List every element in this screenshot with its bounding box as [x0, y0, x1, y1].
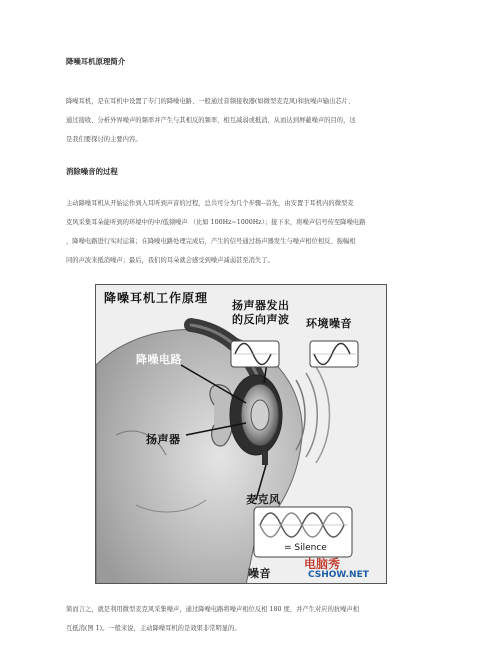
paragraph-summary	[66, 600, 418, 638]
watermark-logo: 电脑秀	[304, 557, 341, 571]
text-line: 主动降噪耳机从开始运作到人耳听到声音的过程，总共可分为几个步骤--首先，由安置于耳机内的微型麦	[66, 200, 354, 207]
label-reverse-wave: 扬声器发出 的反向声波	[232, 299, 290, 326]
text-line: 同的声波来抵消噪声；最后，我们的耳朵就会感受到噪声减弱甚至消失了。	[66, 257, 274, 264]
text-line: 简而言之，就是利用微型麦克风采集噪声，通过降噪电路将噪声相位反相 180 度，并产生对应的抗噪声相	[66, 606, 360, 613]
text-line: 降噪耳机，是在耳机中设置了专门的降噪电路、一般通过音频接收器(如微型麦克风)和抗噪声输出芯片、	[66, 98, 355, 105]
paragraph-process	[66, 194, 418, 270]
section-heading-intro: 降噪耳机原理简介	[66, 57, 126, 66]
watermark-url: CSHOW.NET	[308, 570, 369, 580]
label-noise-circuit: 降噪电路	[136, 353, 182, 366]
label-speaker: 扬声器	[146, 433, 181, 446]
label-microphone: 麦克风	[246, 493, 281, 506]
label-ambient-noise: 环境噪音	[306, 317, 352, 330]
text-line: ，降噪电路进行实时运算；在降噪电路处理完成后，产生的信号通过扬声器发生与噪声相位相反、振幅相	[66, 238, 356, 245]
text-line: 互抵消(图 1)。一般来说，主动降噪耳机的是效果非常明显的。	[66, 625, 241, 632]
figure-title: 降噪耳机工作原理	[104, 291, 209, 305]
silence-label: = Silence	[284, 543, 327, 553]
label-noise: 噪音	[248, 567, 271, 580]
paragraph-intro	[66, 92, 418, 149]
text-line: 克风采集耳朵能听到的环境中的中/低频噪声 （比如 100Hz~1000Hz）；接下来，将噪声信号传至降噪电路	[66, 219, 366, 226]
text-line: 是我们要探讨的主要内容。	[66, 136, 142, 143]
text-line: 通过接收、分析外界噪声的频率并产生与其相反的频率，相互减弱或抵消，从而达到屏蔽噪声的目的，这	[66, 117, 356, 124]
section-heading-process: 消除噪音的过程	[66, 167, 118, 176]
headphone-diagram-figure	[95, 284, 387, 584]
